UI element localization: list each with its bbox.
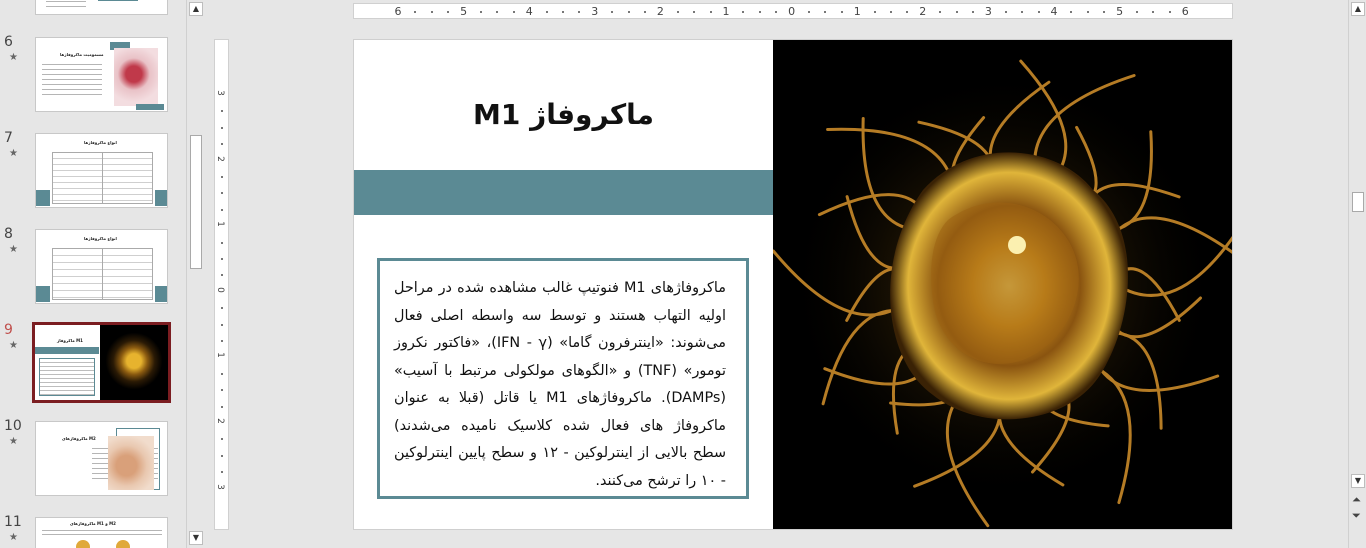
ruler-tick bbox=[1169, 11, 1171, 13]
ruler-tick bbox=[890, 11, 892, 13]
thumbnail-title: مسمومیت ماکروفاژها bbox=[60, 52, 104, 57]
ruler-tick bbox=[414, 11, 416, 13]
ruler-label: 3 bbox=[591, 5, 599, 18]
macrophage-image[interactable] bbox=[773, 40, 1233, 530]
ruler-tick bbox=[221, 340, 223, 342]
ruler-label: 1 bbox=[853, 5, 861, 18]
ruler-label: 3 bbox=[214, 90, 225, 96]
ruler-label: 6 bbox=[394, 5, 402, 18]
ruler-label: 4 bbox=[525, 5, 533, 18]
ruler-label: 6 bbox=[1181, 5, 1189, 18]
ruler-tick bbox=[906, 11, 908, 13]
ruler-tick bbox=[221, 307, 223, 309]
slide-thumbnail-6[interactable] bbox=[35, 37, 168, 112]
ruler-label: 0 bbox=[788, 5, 796, 18]
thumbnail-image bbox=[100, 325, 168, 400]
animation-star-icon: ★ bbox=[9, 532, 18, 543]
ruler-label: 1 bbox=[214, 221, 225, 228]
slide-canvas[interactable] bbox=[353, 39, 1233, 530]
ruler-tick bbox=[221, 455, 223, 457]
ruler-tick bbox=[824, 11, 826, 13]
thumbnail-title: ماکروفاژهای M1 و M2 bbox=[70, 521, 116, 526]
ruler-tick bbox=[693, 11, 695, 13]
vertical-ruler bbox=[214, 39, 229, 530]
slide-number: 6 bbox=[4, 34, 13, 50]
scroll-down-arrow-icon[interactable]: ▼ bbox=[189, 531, 203, 545]
animation-star-icon: ★ bbox=[9, 244, 18, 255]
ruler-tick bbox=[775, 11, 777, 13]
ruler-tick bbox=[1152, 11, 1154, 13]
ruler-tick bbox=[956, 11, 958, 13]
scrollbar-thumb[interactable] bbox=[190, 135, 202, 269]
scroll-up-arrow-icon[interactable]: ▲ bbox=[189, 2, 203, 16]
ruler-label: 4 bbox=[1050, 5, 1058, 18]
ruler-tick bbox=[447, 11, 449, 13]
ruler-tick bbox=[496, 11, 498, 13]
slide-thumbnail-8[interactable] bbox=[35, 229, 168, 304]
ruler-tick bbox=[759, 11, 761, 13]
scrollbar-thumb[interactable] bbox=[1352, 192, 1364, 212]
thumbnail-scrollbar[interactable] bbox=[186, 0, 204, 548]
ruler-tick bbox=[1070, 11, 1072, 13]
ruler-tick bbox=[221, 192, 223, 194]
ruler-tick bbox=[742, 11, 744, 13]
ruler-tick bbox=[1038, 11, 1040, 13]
ruler-tick bbox=[221, 209, 223, 211]
thumbnail-image bbox=[114, 48, 158, 106]
ruler-tick bbox=[1021, 11, 1023, 13]
body-text-box[interactable] bbox=[377, 258, 749, 499]
body-text[interactable]: ماکروفاژهای M1 فنوتیپ غالب مشاهده شده در مراحل اولیه التهاب هستند و توسط سه واسطه اصلی فعال می‌شوند: «اینترفرون گاما» (IFN - γ)، «فاکتور نکروز تومور» (TNF) و «الگوهای مولکولی مرتبط با آسیب» (DAMPs). ماکروفاژهای M1 یا قاتل (قبلا به عنوان ماکروفاژ های فعال شده کلاسیک نامیده می‌شدند) سطح بالایی از اینترلوکین - ۱۲ و سطح پایین اینترلوکین - ۱۰ را ترشح می‌کنند. bbox=[394, 280, 727, 489]
scroll-down-arrow-icon[interactable]: ▼ bbox=[1351, 474, 1365, 488]
ruler-tick bbox=[221, 110, 223, 112]
horizontal-ruler bbox=[353, 3, 1233, 19]
ruler-tick bbox=[221, 438, 223, 440]
ruler-tick bbox=[513, 11, 515, 13]
thumbnail-title: انواع ماکروفاژها bbox=[84, 140, 117, 145]
ruler-tick bbox=[221, 127, 223, 129]
ruler-label: 1 bbox=[722, 5, 730, 18]
ruler-tick bbox=[431, 11, 433, 13]
ruler-label: 5 bbox=[1116, 5, 1124, 18]
ruler-tick bbox=[841, 11, 843, 13]
ruler-tick bbox=[221, 389, 223, 391]
ruler-label: 1 bbox=[214, 352, 225, 359]
ruler-tick bbox=[480, 11, 482, 13]
ruler-label: 2 bbox=[214, 155, 225, 162]
thumbnail-title: انواع ماکروفاژها bbox=[84, 236, 117, 241]
slide-thumbnail-7[interactable] bbox=[35, 133, 168, 208]
ruler-tick bbox=[874, 11, 876, 13]
ruler-label: 2 bbox=[656, 5, 664, 18]
ruler-label: 3 bbox=[214, 483, 225, 490]
animation-star-icon: ★ bbox=[9, 340, 18, 351]
animation-star-icon: ★ bbox=[9, 436, 18, 447]
ruler-tick bbox=[1103, 11, 1105, 13]
thumbnail-title: ماکروفاژهای M2 bbox=[62, 436, 96, 441]
ruler-tick bbox=[644, 11, 646, 13]
ruler-tick bbox=[221, 406, 223, 408]
slide-thumbnail-10[interactable] bbox=[35, 421, 168, 496]
accent-band bbox=[354, 170, 773, 215]
ruler-tick bbox=[221, 176, 223, 178]
slide-title[interactable]: ماکروفاژ M1 bbox=[472, 98, 655, 131]
main-scrollbar[interactable] bbox=[1348, 0, 1366, 548]
ruler-tick bbox=[1087, 11, 1089, 13]
ruler-tick bbox=[221, 258, 223, 260]
ruler-tick bbox=[221, 471, 223, 473]
ruler-label: 2 bbox=[214, 418, 225, 424]
ruler-tick bbox=[1005, 11, 1007, 13]
macrophage-illustration bbox=[773, 40, 1233, 530]
slide-number-current: 9 bbox=[4, 322, 13, 338]
ruler-tick bbox=[808, 11, 810, 13]
ruler-tick bbox=[972, 11, 974, 13]
slide-number: 8 bbox=[4, 226, 13, 242]
ruler-tick bbox=[221, 274, 223, 276]
ruler-tick bbox=[546, 11, 548, 13]
slide-thumbnail-pane bbox=[0, 0, 185, 548]
ruler-tick bbox=[939, 11, 941, 13]
animation-star-icon: ★ bbox=[9, 52, 18, 63]
previous-slide-icon[interactable]: ⏶ bbox=[1352, 493, 1361, 506]
ruler-tick bbox=[1136, 11, 1138, 13]
slide-thumbnail-9-selected[interactable] bbox=[32, 322, 171, 403]
ruler-tick bbox=[221, 324, 223, 326]
ruler-tick bbox=[628, 11, 630, 13]
slide-number: 7 bbox=[4, 130, 13, 146]
ruler-label: 3 bbox=[984, 5, 992, 18]
ruler-tick bbox=[677, 11, 679, 13]
ruler-tick bbox=[221, 373, 223, 375]
scroll-up-arrow-icon[interactable]: ▲ bbox=[1351, 2, 1365, 16]
ruler-tick bbox=[710, 11, 712, 13]
thumbnail-title: ماکروفاژ M1 bbox=[57, 338, 83, 343]
slide-thumbnail-11[interactable] bbox=[35, 517, 168, 548]
ruler-label: 0 bbox=[214, 286, 225, 293]
ruler-tick bbox=[221, 242, 223, 244]
ruler-label: 2 bbox=[919, 5, 927, 18]
ruler-tick bbox=[562, 11, 564, 13]
animation-star-icon: ★ bbox=[9, 148, 18, 159]
slide-number: 11 bbox=[4, 514, 22, 530]
ruler-tick bbox=[578, 11, 580, 13]
ruler-label: 5 bbox=[460, 5, 468, 18]
slide-number: 10 bbox=[4, 418, 22, 434]
thumbnail-image bbox=[108, 436, 154, 490]
next-slide-icon[interactable]: ⏷ bbox=[1352, 509, 1361, 522]
slide-thumbnail-5[interactable] bbox=[35, 0, 168, 15]
ruler-tick bbox=[221, 143, 223, 145]
ruler-tick bbox=[611, 11, 613, 13]
